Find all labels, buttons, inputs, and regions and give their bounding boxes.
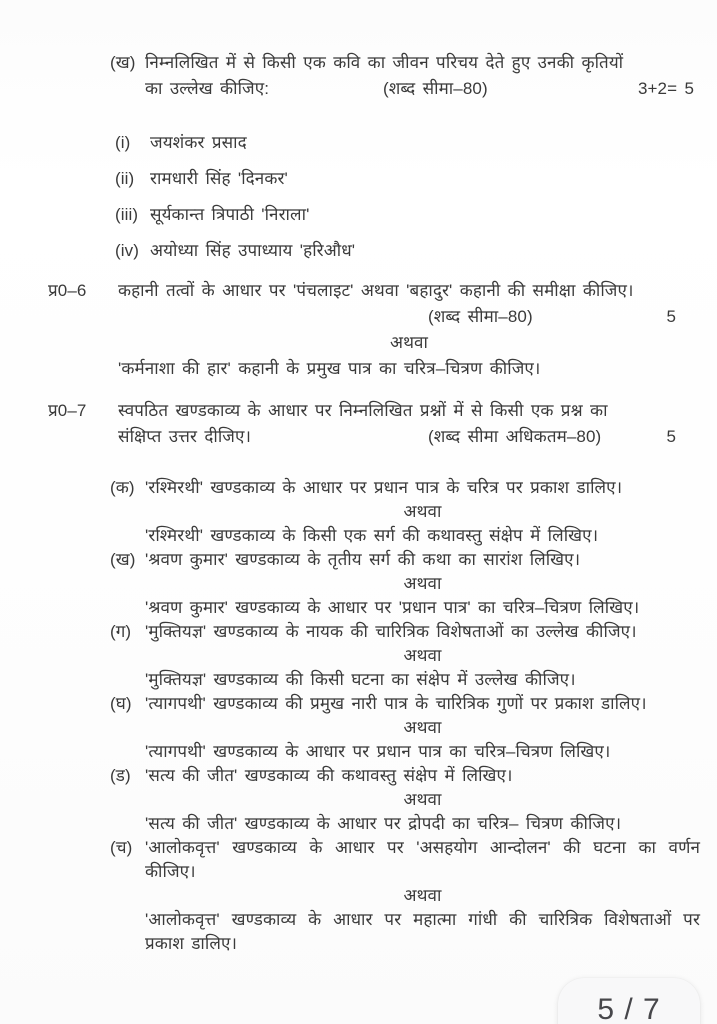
marks: 3+2= 5 bbox=[637, 79, 694, 98]
poet-name: जयशंकर प्रसाद bbox=[150, 133, 247, 152]
subpart-alt: 'आलोकवृत्त' खण्डकाव्य के आधार पर महात्मा गांधी की चारित्रिक विशेषताओं पर प्रकाश डालिए। bbox=[145, 910, 700, 953]
word-limit: (शब्द सीमा–80) bbox=[428, 307, 533, 326]
question-number: प्र0–6 bbox=[48, 281, 87, 300]
poet-option-ii bbox=[115, 166, 700, 192]
subpart-gha bbox=[110, 692, 700, 764]
subpart-alt: 'सत्य की जीत' खण्डकाव्य के आधार पर द्रोपदी का चरित्र– चित्रण कीजिए। bbox=[145, 814, 622, 833]
question-6-text: कहानी तत्वों के आधार पर 'पंचलाइट' अथवा 'बहादुर' कहानी की समीक्षा कीजिए। bbox=[118, 281, 634, 300]
option-number: (iv) bbox=[115, 241, 139, 260]
subpart-label: (ख) bbox=[110, 550, 136, 569]
subpart-main: 'सत्य की जीत' खण्डकाव्य की कथावस्तु संक्षेप में लिखिए। bbox=[145, 766, 513, 785]
option-number: (iii) bbox=[115, 205, 139, 224]
or-separator: अथवा bbox=[403, 646, 442, 665]
question-7-text-line1: स्वपठित खण्डकाव्य के आधार पर निम्नलिखित प्रश्नों में से किसी एक प्रश्न का bbox=[118, 401, 608, 420]
part-label: (ख) bbox=[110, 53, 136, 72]
question-7 bbox=[48, 398, 700, 450]
subpart-nga bbox=[110, 764, 700, 836]
option-number: (ii) bbox=[115, 169, 135, 188]
page-indicator-pill bbox=[558, 978, 700, 1024]
or-separator: अथवा bbox=[389, 333, 428, 352]
question-7-text-line2: संक्षिप्त उत्तर दीजिए। bbox=[118, 427, 252, 446]
or-separator: अथवा bbox=[403, 502, 442, 521]
subpart-ga bbox=[110, 620, 700, 692]
word-limit: (शब्द सीमा–80) bbox=[383, 79, 488, 98]
question-6-alt: 'कर्मनाशा की हार' कहानी के प्रमुख पात्र का चरित्र–चित्रण कीजिए। bbox=[118, 359, 541, 378]
poet-name: अयोध्या सिंह उपाध्याय 'हरिऔध' bbox=[150, 241, 356, 260]
part-kh-text-line1: निम्नलिखित में से किसी एक कवि का जीवन परिचय देते हुए उनकी कृतियों bbox=[145, 53, 624, 72]
subpart-ka bbox=[110, 476, 700, 548]
poet-option-i bbox=[115, 130, 700, 156]
subpart-main: 'मुक्तियज्ञ' खण्डकाव्य के नायक की चारित्रिक विशेषताओं का उल्लेख कीजिए। bbox=[145, 622, 637, 641]
poet-name: सूर्यकान्त त्रिपाठी 'निराला' bbox=[150, 205, 310, 224]
subpart-main: 'रश्मिरथी' खण्डकाव्य के आधार पर प्रधान पात्र के चरित्र पर प्रकाश डालिए। bbox=[145, 478, 623, 497]
poet-option-iii bbox=[115, 202, 700, 228]
or-separator: अथवा bbox=[403, 790, 442, 809]
subpart-label: (च) bbox=[110, 838, 133, 857]
poet-name: रामधारी सिंह 'दिनकर' bbox=[150, 169, 288, 188]
subpart-cha bbox=[110, 836, 700, 956]
marks: 5 bbox=[666, 427, 676, 446]
subpart-label: (क) bbox=[110, 478, 135, 497]
subpart-alt: 'रश्मिरथी' खण्डकाव्य के किसी एक सर्ग की कथावस्तु संक्षेप में लिखिए। bbox=[145, 526, 599, 545]
subpart-label: (घ) bbox=[110, 694, 132, 713]
part-kh-text-line2: का उल्लेख कीजिए: bbox=[145, 79, 270, 98]
question-7-subparts bbox=[48, 476, 700, 956]
or-separator: अथवा bbox=[403, 718, 442, 737]
subpart-main: 'श्रवण कुमार' खण्डकाव्य के तृतीय सर्ग की कथा का सारांश लिखिए। bbox=[145, 550, 581, 569]
subpart-alt: 'मुक्तियज्ञ' खण्डकाव्य की किसी घटना का संक्षेप में उल्लेख कीजिए। bbox=[145, 670, 576, 689]
option-number: (i) bbox=[115, 133, 131, 152]
subpart-alt: 'त्यागपथी' खण्डकाव्य के आधार पर प्रधान पात्र का चरित्र–चित्रण लिखिए। bbox=[145, 742, 611, 761]
or-separator: अथवा bbox=[403, 574, 442, 593]
marks: 5 bbox=[666, 307, 676, 326]
word-limit: (शब्द सीमा अधिकतम–80) bbox=[428, 427, 602, 446]
page-indicator: 5 / 7 bbox=[597, 993, 661, 1024]
subpart-kha bbox=[110, 548, 700, 620]
subpart-main: 'आलोकवृत्त' खण्डकाव्य के आधार पर 'असहयोग आन्दोलन' की घटना का वर्णन कीजिए। bbox=[145, 838, 700, 881]
poet-options-list bbox=[48, 130, 700, 264]
question-6 bbox=[48, 278, 700, 382]
subpart-label: (ड) bbox=[110, 766, 131, 785]
poet-option-iv bbox=[115, 238, 700, 264]
question-number: प्र0–7 bbox=[48, 401, 87, 420]
subpart-alt: 'श्रवण कुमार' खण्डकाव्य के आधार पर 'प्रधान पात्र' का चरित्र–चित्रण लिखिए। bbox=[145, 598, 640, 617]
subpart-label: (ग) bbox=[110, 622, 132, 641]
question-part-kh bbox=[110, 50, 700, 102]
subpart-main: 'त्यागपथी' खण्डकाव्य की प्रमुख नारी पात्र के चारित्रिक गुणों पर प्रकाश डालिए। bbox=[145, 694, 647, 713]
or-separator: अथवा bbox=[403, 886, 442, 905]
